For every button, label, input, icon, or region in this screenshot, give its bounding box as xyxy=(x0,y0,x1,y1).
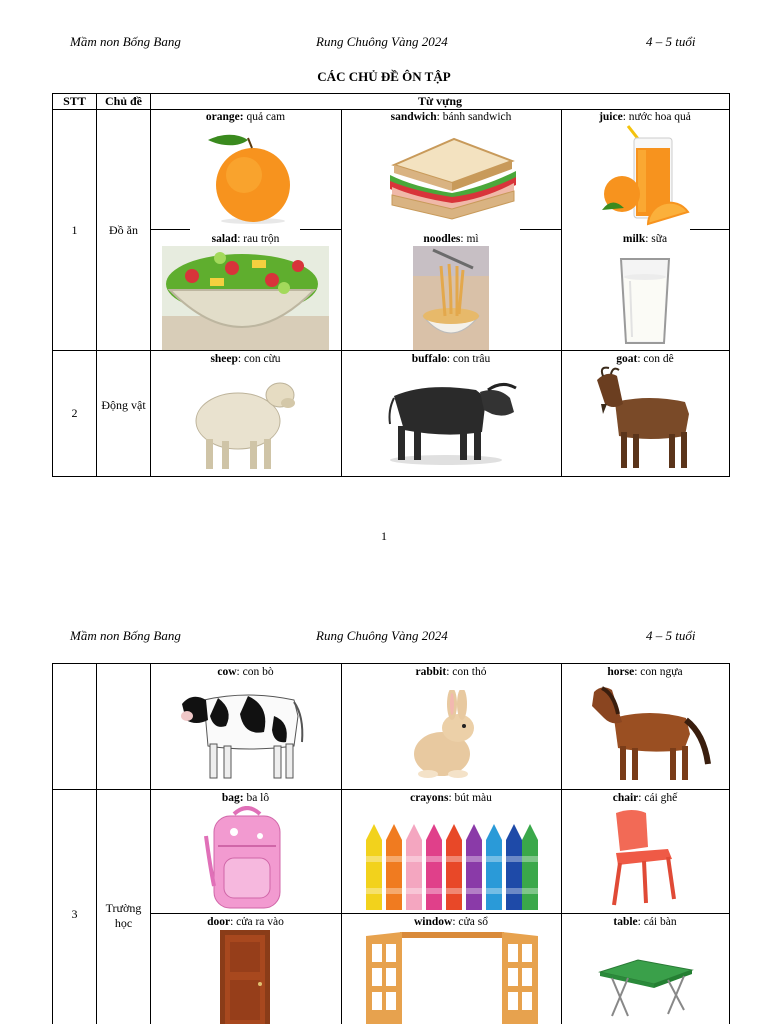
bag-image xyxy=(204,806,290,910)
salad-image xyxy=(162,246,329,350)
vocab-caption-orange: orange: quả cam xyxy=(205,111,286,123)
vocab-caption-cow: cow: con bò xyxy=(217,666,274,678)
topic-name: Động vật xyxy=(101,398,146,412)
vocab-caption-juice: juice: nước hoa quả xyxy=(599,111,691,123)
vocab-caption-sandwich: sandwich: bánh sandwich xyxy=(390,111,512,123)
vocab-caption-window: window: cửa sổ xyxy=(414,916,488,928)
noodles-image xyxy=(413,246,489,350)
row-number: 1 xyxy=(71,223,78,237)
chair-image xyxy=(606,807,678,907)
header-age: 4 – 5 tuổi xyxy=(646,34,696,49)
vocab-caption-noodles: noodles: mì xyxy=(423,233,479,245)
vocab-caption-goat: goat: con dê xyxy=(616,353,674,365)
header-school: Mầm non Bống Bang xyxy=(70,34,181,49)
row-number: 2 xyxy=(71,406,78,420)
door-image xyxy=(220,930,270,1024)
cow-image xyxy=(178,686,306,782)
topic-name: Đồ ăn xyxy=(109,223,138,237)
header-school: Mầm non Bống Bang xyxy=(70,628,181,643)
vocab-caption-milk: milk: sữa xyxy=(622,233,668,245)
page-header-2 xyxy=(0,628,768,648)
header-topic: Chủ đề xyxy=(104,94,142,108)
header-stt: STT xyxy=(63,94,86,108)
crayons-image xyxy=(364,822,538,912)
vocab-caption-salad: salad: rau trộn xyxy=(211,233,280,245)
vocab-caption-bag: bag: ba lô xyxy=(221,792,270,804)
header-event: Rung Chuông Vàng 2024 xyxy=(316,628,448,643)
juice-image xyxy=(598,124,694,230)
vocab-caption-chair: chair: cái ghế xyxy=(612,792,678,804)
vocab-caption-buffalo: buffalo: con trâu xyxy=(411,353,491,365)
vocab-caption-rabbit: rabbit: con thỏ xyxy=(415,666,487,678)
vocab-caption-table: table: cái bàn xyxy=(613,916,677,928)
header-vocab: Từ vựng xyxy=(417,94,463,108)
rabbit-image xyxy=(408,690,482,780)
table-image xyxy=(598,958,694,1020)
page-number: 1 xyxy=(381,529,387,543)
row-number: 3 xyxy=(71,907,78,921)
vocab-caption-sheep: sheep: con cừu xyxy=(210,353,281,365)
goat-image xyxy=(589,366,699,472)
page-title: CÁC CHỦ ĐỀ ÔN TẬP xyxy=(317,69,451,84)
orange-image xyxy=(200,128,296,226)
header-age: 4 – 5 tuổi xyxy=(646,628,696,643)
horse-image xyxy=(588,684,712,784)
milk-image xyxy=(618,255,672,347)
vocab-caption-horse: horse: con ngựa xyxy=(607,666,683,678)
page-header-1 xyxy=(0,34,768,54)
window-image xyxy=(366,930,538,1024)
header-event: Rung Chuông Vàng 2024 xyxy=(316,34,448,49)
topic-name: Trường học xyxy=(105,901,142,930)
vocab-caption-door: door: cửa ra vào xyxy=(207,916,284,928)
vocab-caption-crayons: crayons: bút màu xyxy=(410,792,492,804)
sheep-image xyxy=(192,373,300,473)
sandwich-image xyxy=(384,135,520,221)
buffalo-image xyxy=(386,380,520,468)
